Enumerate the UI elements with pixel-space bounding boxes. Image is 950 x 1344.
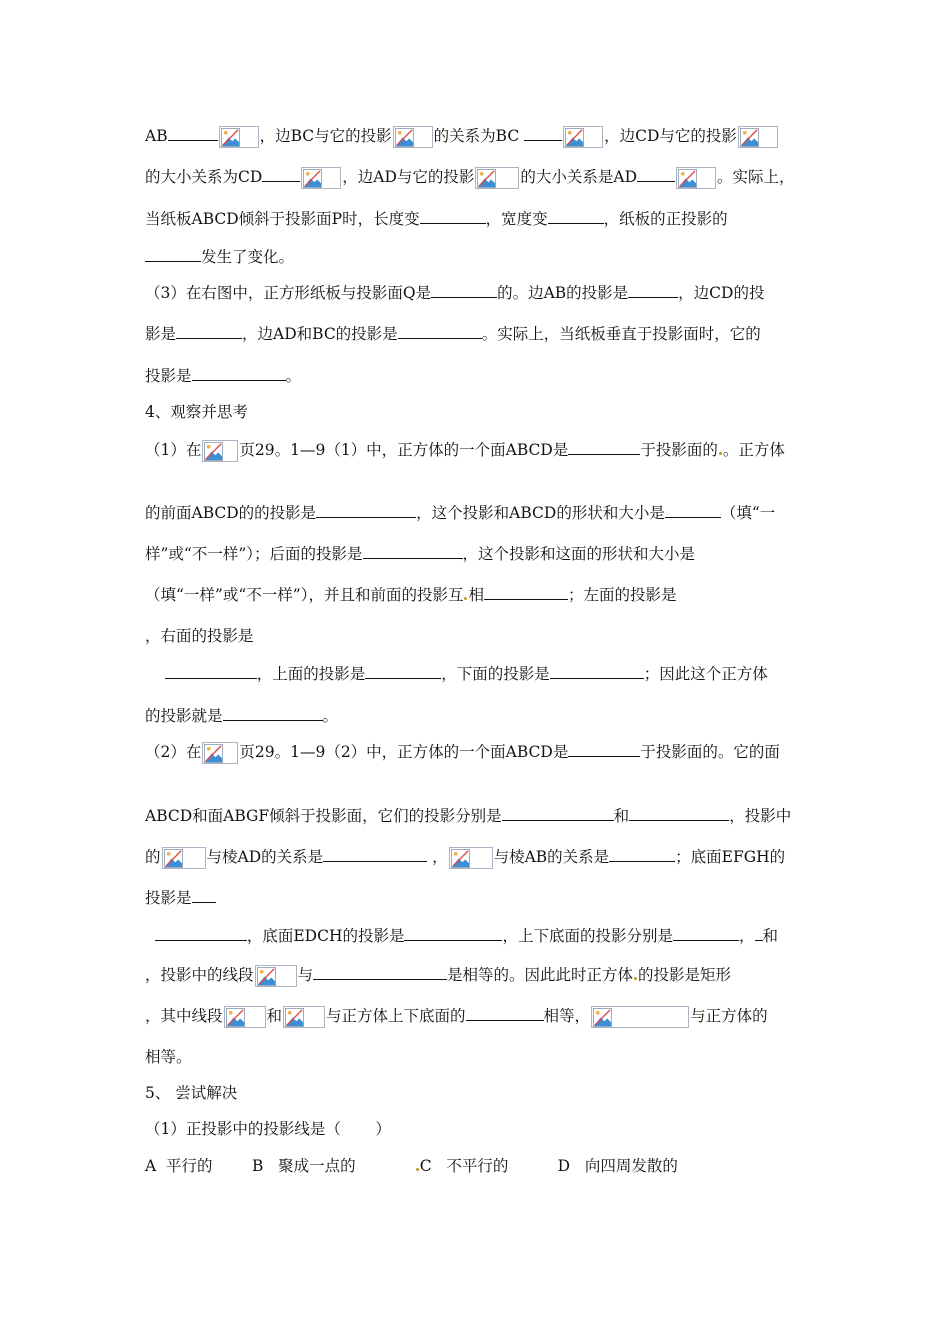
- answer-blank[interactable]: [550, 664, 644, 679]
- text-segment: 页29。1—9（1）中，正方体的一个面ABCD是: [239, 441, 569, 459]
- broken-image-icon: [255, 965, 297, 987]
- text-segment: 页29。1—9（2）中，正方体的一个面ABCD是: [239, 743, 569, 761]
- answer-blank[interactable]: [192, 888, 216, 903]
- text-segment: （填“一: [720, 504, 776, 522]
- text-line: [145, 1083, 237, 1103]
- text-line: [145, 544, 695, 564]
- text-line: [145, 209, 728, 229]
- text-segment: 。正方体: [722, 441, 785, 459]
- answer-blank[interactable]: [313, 965, 447, 980]
- text-segment: 和: [266, 1007, 283, 1025]
- text-segment: 与正方体的: [690, 1007, 768, 1025]
- text-segment: ，底面EDCH的投影是: [246, 927, 405, 945]
- text-segment: C 不平行的 D 向四周发散的: [419, 1157, 678, 1175]
- text-segment: 是相等的。因此此时正方体: [447, 966, 634, 984]
- text-line: [145, 706, 338, 726]
- text-segment: ，投影中: [729, 807, 792, 825]
- text-segment: 样”或“不一样”）；后面的投影是: [145, 545, 363, 563]
- text-line: [145, 664, 768, 684]
- stray-dot-mark: [416, 1168, 419, 1171]
- text-segment: 的关系为BC: [433, 127, 525, 145]
- text-line: [145, 366, 301, 386]
- text-segment: 投影是: [145, 367, 192, 385]
- text-line: [145, 585, 676, 605]
- text-segment: 当纸板ABCD倾斜于投影面P时，长度变: [145, 210, 420, 228]
- text-line: [145, 440, 785, 462]
- text-segment: （1）正投影中的投影线是（ ）: [145, 1120, 391, 1138]
- text-segment: 的。边AB的投影是: [497, 284, 629, 302]
- text-line: [145, 402, 248, 422]
- text-line: [145, 626, 254, 646]
- text-segment: 影是: [145, 325, 177, 343]
- text-segment: 的大小关系是AD: [520, 168, 638, 186]
- text-segment: 。: [285, 367, 302, 385]
- broken-image-icon: [393, 126, 433, 148]
- text-line: [145, 324, 761, 344]
- text-segment: 于投影面的。它的面: [640, 743, 780, 761]
- answer-blank[interactable]: [484, 585, 568, 600]
- stray-dot-mark: [464, 597, 467, 600]
- text-segment: ，边BC与它的投影: [259, 127, 392, 145]
- answer-blank[interactable]: [466, 1006, 544, 1021]
- text-segment: 。实际上，: [717, 168, 795, 186]
- answer-blank[interactable]: [192, 366, 286, 381]
- answer-blank[interactable]: [524, 126, 562, 141]
- broken-image-icon: [563, 126, 603, 148]
- answer-blank[interactable]: [145, 247, 201, 262]
- text-segment: 和: [613, 807, 630, 825]
- answer-blank[interactable]: [398, 324, 482, 339]
- text-segment: （3）在右图中，正方形纸板与投影面Q是: [145, 284, 432, 302]
- text-segment: 的大小关系为CD: [145, 168, 263, 186]
- broken-image-icon: [162, 847, 206, 869]
- text-segment: ；左面的投影是: [567, 586, 677, 604]
- stray-dot-mark: [719, 452, 722, 455]
- answer-blank[interactable]: [176, 324, 242, 339]
- text-segment: 投影是: [145, 889, 192, 907]
- answer-blank[interactable]: [323, 847, 427, 862]
- text-segment: ，: [739, 927, 755, 945]
- text-segment: 相: [468, 586, 484, 604]
- text-segment: AB: [145, 127, 168, 145]
- text-line: [145, 926, 778, 946]
- text-segment: 4、观察并思考: [145, 403, 248, 421]
- text-segment: ABCD和面ABGF倾斜于投影面，它们的投影分别是: [145, 807, 502, 825]
- text-segment: ，上面的投影是: [256, 665, 366, 683]
- text-segment: 和: [762, 927, 779, 945]
- answer-blank[interactable]: [568, 440, 640, 455]
- text-segment: ，边CD与它的投影: [604, 127, 737, 145]
- text-segment: 与: [297, 966, 314, 984]
- broken-image-icon: [301, 167, 341, 189]
- text-line: [145, 126, 779, 148]
- broken-image-icon: [219, 126, 259, 148]
- answer-blank[interactable]: [262, 167, 300, 182]
- text-line: [145, 1006, 768, 1028]
- text-segment: （1）在: [145, 441, 202, 459]
- text-segment: ，这个投影和这面的形状和大小是: [462, 545, 696, 563]
- answer-blank[interactable]: [548, 209, 604, 224]
- answer-blank[interactable]: [155, 926, 247, 941]
- answer-blank[interactable]: [168, 126, 218, 141]
- text-line: [145, 1047, 192, 1067]
- text-segment: ，其中线段: [145, 1007, 223, 1025]
- broken-image-icon: [202, 440, 238, 462]
- text-line: [145, 742, 780, 764]
- answer-blank[interactable]: [665, 503, 721, 518]
- text-segment: ，: [427, 848, 448, 866]
- broken-image-icon: [591, 1006, 689, 1028]
- broken-image-icon: [738, 126, 778, 148]
- text-segment: ；因此这个正方体: [643, 665, 768, 683]
- text-segment: ，上下底面的投影分别是: [502, 927, 673, 945]
- broken-image-icon: [283, 1006, 325, 1028]
- text-segment: ，纸板的正投影的: [603, 210, 728, 228]
- answer-blank[interactable]: [637, 167, 675, 182]
- text-segment: 相等，: [543, 1007, 591, 1025]
- answer-blank[interactable]: [629, 806, 729, 821]
- text-line: [145, 806, 791, 826]
- text-segment: 。: [322, 707, 339, 725]
- text-line: [145, 1119, 391, 1139]
- broken-image-icon: [449, 847, 493, 869]
- text-line: [145, 503, 775, 523]
- text-segment: （2）在: [145, 743, 202, 761]
- text-segment: [145, 665, 165, 683]
- text-segment: ，下面的投影是: [441, 665, 550, 683]
- answer-blank[interactable]: [609, 847, 675, 862]
- answer-blank[interactable]: [628, 283, 678, 298]
- broken-image-icon: [202, 742, 238, 764]
- text-segment: 的投影就是: [145, 707, 223, 725]
- text-segment: A 平行的 B 聚成一点的: [145, 1157, 415, 1175]
- text-segment: ，投影中的线段: [145, 966, 254, 984]
- text-segment: 于投影面的: [640, 441, 718, 459]
- broken-image-icon: [224, 1006, 266, 1028]
- text-segment: [145, 927, 155, 945]
- text-segment: ，边CD的投: [678, 284, 765, 302]
- answer-blank[interactable]: [673, 926, 739, 941]
- answer-blank[interactable]: [755, 926, 763, 941]
- answer-blank[interactable]: [420, 209, 486, 224]
- answer-blank[interactable]: [165, 664, 257, 679]
- answer-blank[interactable]: [431, 283, 497, 298]
- text-segment: 的: [145, 848, 161, 866]
- text-segment: 与棱AD的关系是: [206, 848, 324, 866]
- text-segment: 5、 尝试解决: [145, 1084, 238, 1102]
- text-segment: 发生了变化。: [201, 248, 295, 266]
- text-segment: ，这个投影和ABCD的形状和大小是: [416, 504, 665, 522]
- text-segment: 的投影是矩形: [638, 966, 732, 984]
- answer-blank[interactable]: [568, 742, 640, 757]
- answer-blank[interactable]: [316, 503, 416, 518]
- text-line: [145, 847, 785, 869]
- text-segment: ；底面EFGH的: [675, 848, 786, 866]
- text-line: [145, 283, 764, 303]
- text-line: [145, 167, 795, 189]
- text-segment: ，边AD和BC的投影是: [242, 325, 398, 343]
- answer-blank[interactable]: [363, 544, 463, 559]
- text-line: [145, 1156, 678, 1176]
- text-segment: 与正方体上下底面的: [326, 1007, 466, 1025]
- answer-blank[interactable]: [502, 806, 614, 821]
- text-line: [145, 247, 294, 267]
- text-line: [145, 888, 216, 908]
- answer-blank[interactable]: [404, 926, 502, 941]
- text-segment: 与棱AB的关系是: [493, 848, 610, 866]
- answer-blank[interactable]: [365, 664, 441, 679]
- text-segment: （填“一样”或“不一样”），并且和前面的投影互: [145, 586, 464, 604]
- stray-dot-mark: [634, 977, 637, 980]
- text-line: [145, 965, 731, 987]
- answer-blank[interactable]: [223, 706, 323, 721]
- text-segment: ，边AD与它的投影: [342, 168, 475, 186]
- text-segment: 相等。: [145, 1048, 192, 1066]
- broken-image-icon: [475, 167, 519, 189]
- text-segment: 的前面ABCD的的投影是: [145, 504, 317, 522]
- text-segment: ，右面的投影是: [145, 627, 254, 645]
- text-segment: 。实际上，当纸板垂直于投影面时，它的: [481, 325, 761, 343]
- broken-image-icon: [676, 167, 716, 189]
- text-segment: ，宽度变: [485, 210, 548, 228]
